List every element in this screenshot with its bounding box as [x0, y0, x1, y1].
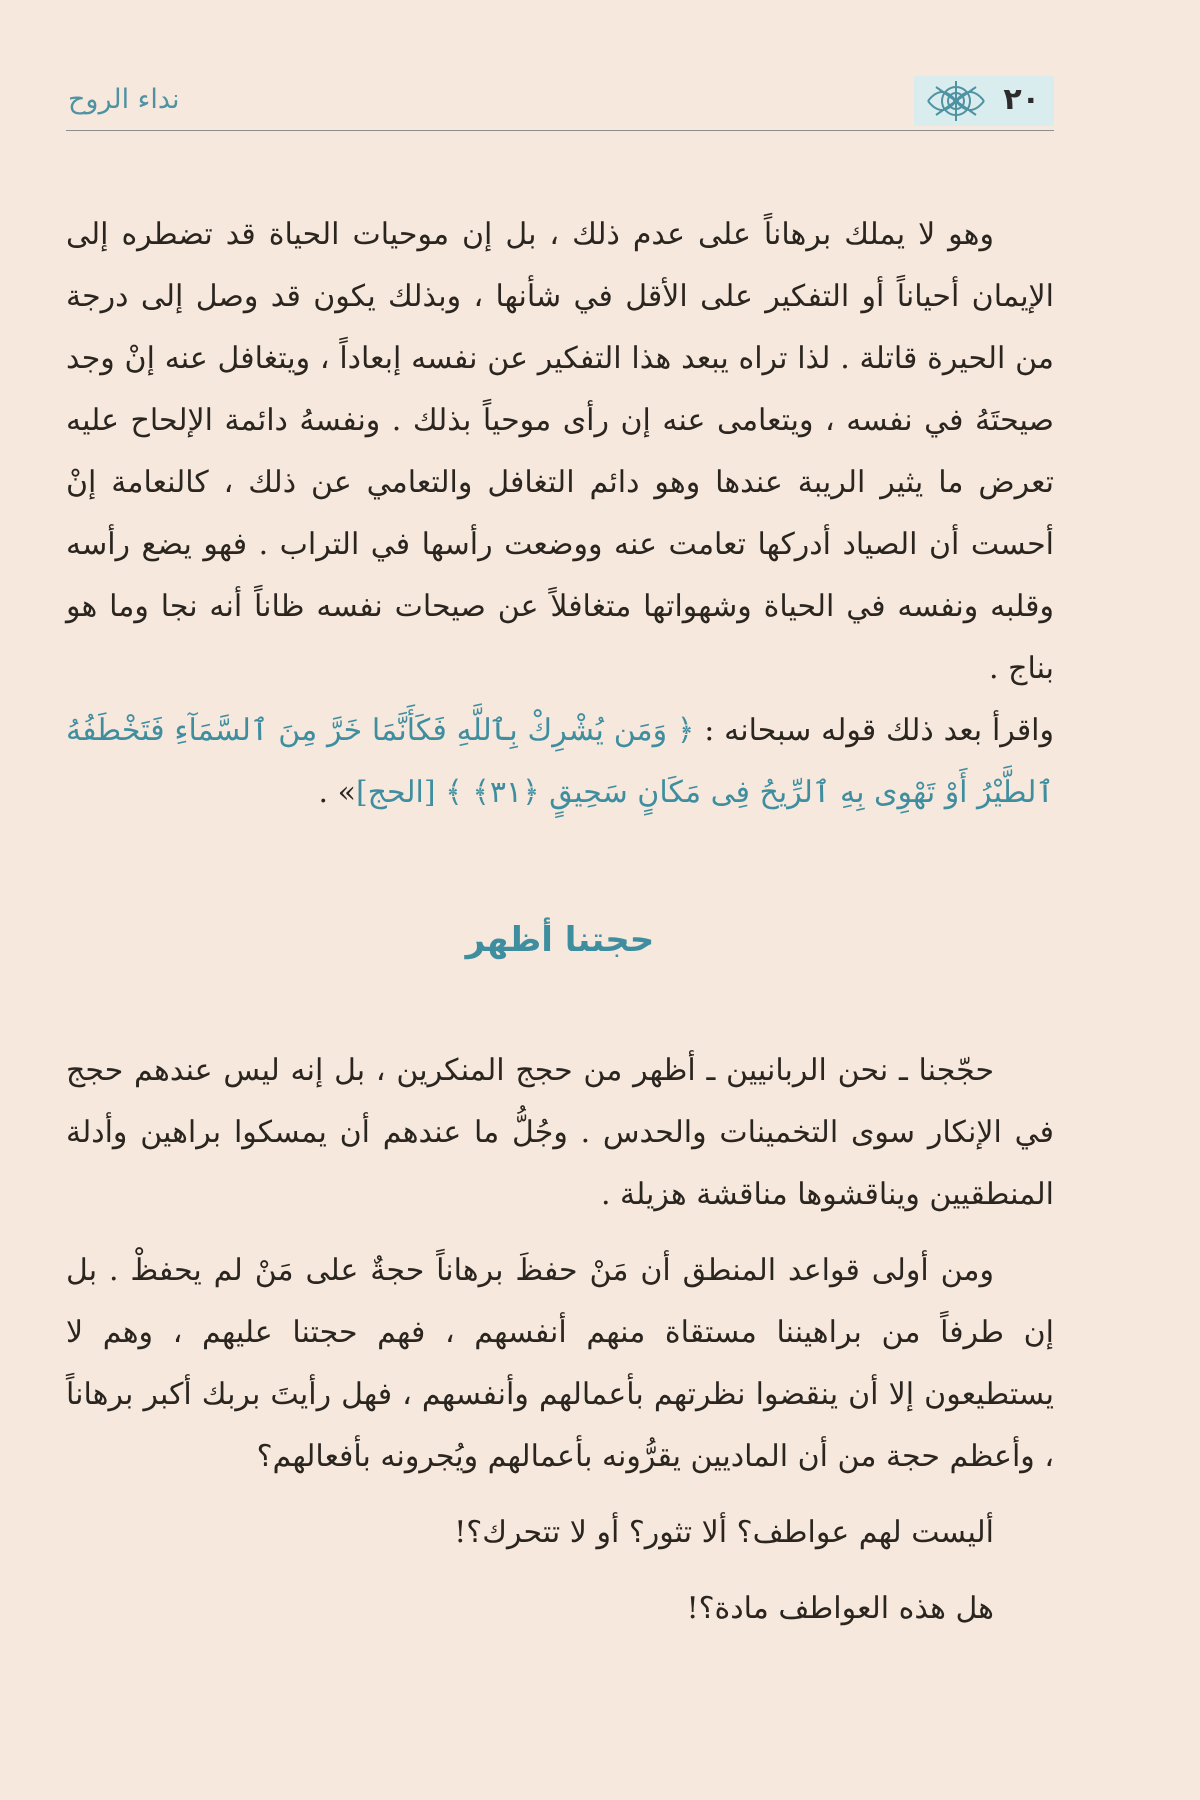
section-2-text	[66, 1040, 1054, 1640]
paragraph: ومن أولى قواعد المنطق أن مَنْ حفظَ برهاناً حجةٌ على مَنْ لم يحفظْ . بل إن طرفاً من براهيننا مستقاة منهم أنفسهم ، فهم حجتنا عليهم ، وهم لا يستطيعون إلا أن ينقضوا نظرتهم بأعمالهم وأنفسهم ، فهل رأيتَ بربك أكبر برهاناً ، وأعظم حجة من أن الماديين يقرُّونه بأعمالهم ويُجرونه بأفعالهم؟	[66, 1253, 1054, 1474]
quran-intro: واقرأ بعد ذلك قوله سبحانه :	[694, 713, 1054, 748]
quran-verse: ﴿ وَمَن يُشْرِكْ بِٱللَّهِ فَكَأَنَّمَا خَرَّ مِنَ ٱلسَّمَآءِ فَتَخْطَفُهُ ٱلطَّيْرُ أَوْ تَهْوِى بِهِ ٱلرِّيحُ فِى مَكَانٍ سَحِيقٍ ﴿٣١﴾ ﴾	[66, 713, 1054, 810]
ornament-icon	[924, 79, 988, 123]
paragraph: أليست لهم عواطف؟ ألا تثور؟ أو لا تتحرك؟!	[454, 1515, 994, 1550]
paragraph: وهو لا يملك برهاناً على عدم ذلك ، بل إن موحيات الحياة قد تضطره إلى الإيمان أحياناً أو التفكير على الأقل في شأنها ، وبذلك يكون قد وصل إلى درجة من الحيرة قاتلة . لذا تراه يبعد هذا التفكير عن نفسه إبعاداً ، ويتغافل عنه إنْ وجد صيحتَهُ في نفسه ، ويتعامى عنه إن رأى موحياً بذلك . ونفسهُ دائمة الإلحاح عليه تعرض ما يثير الريبة عندها وهو دائم التغافل والتعامي عن ذلك ، كالنعامة إنْ أحست أن الصياد أدركها تعامت عنه ووضعت رأسها في التراب . فهو يضع رأسه وقلبه ونفسه في الحياة وشهواتها متغافلاً عن صيحات نفسه ظاناً أنه نجا وما هو بناج .	[66, 217, 1054, 686]
paragraph: حجّجنا ـ نحن الربانيين ـ أظهر من حجج المنكرين ، بل إنه ليس عندهم حجج في الإنكار سوى التخمينات والحدس . وجُلُّ ما عندهم أن يمسكوا براهين وأدلة المنطقيين ويناقشوها مناقشة هزيلة .	[66, 1053, 1054, 1212]
paragraph: هل هذه العواطف مادة؟!	[686, 1591, 994, 1626]
page-number: ٢٠	[1003, 82, 1040, 117]
section-1-text	[66, 204, 1054, 824]
surah-reference: [الحج]	[355, 775, 446, 810]
quran-paragraph	[66, 700, 1054, 824]
section-heading: حجتنا أظهر	[465, 920, 655, 960]
page-number-box	[914, 76, 1054, 126]
running-header	[66, 74, 1054, 131]
book-title: نداء الروح	[68, 84, 180, 115]
quote-close: » .	[318, 775, 356, 810]
